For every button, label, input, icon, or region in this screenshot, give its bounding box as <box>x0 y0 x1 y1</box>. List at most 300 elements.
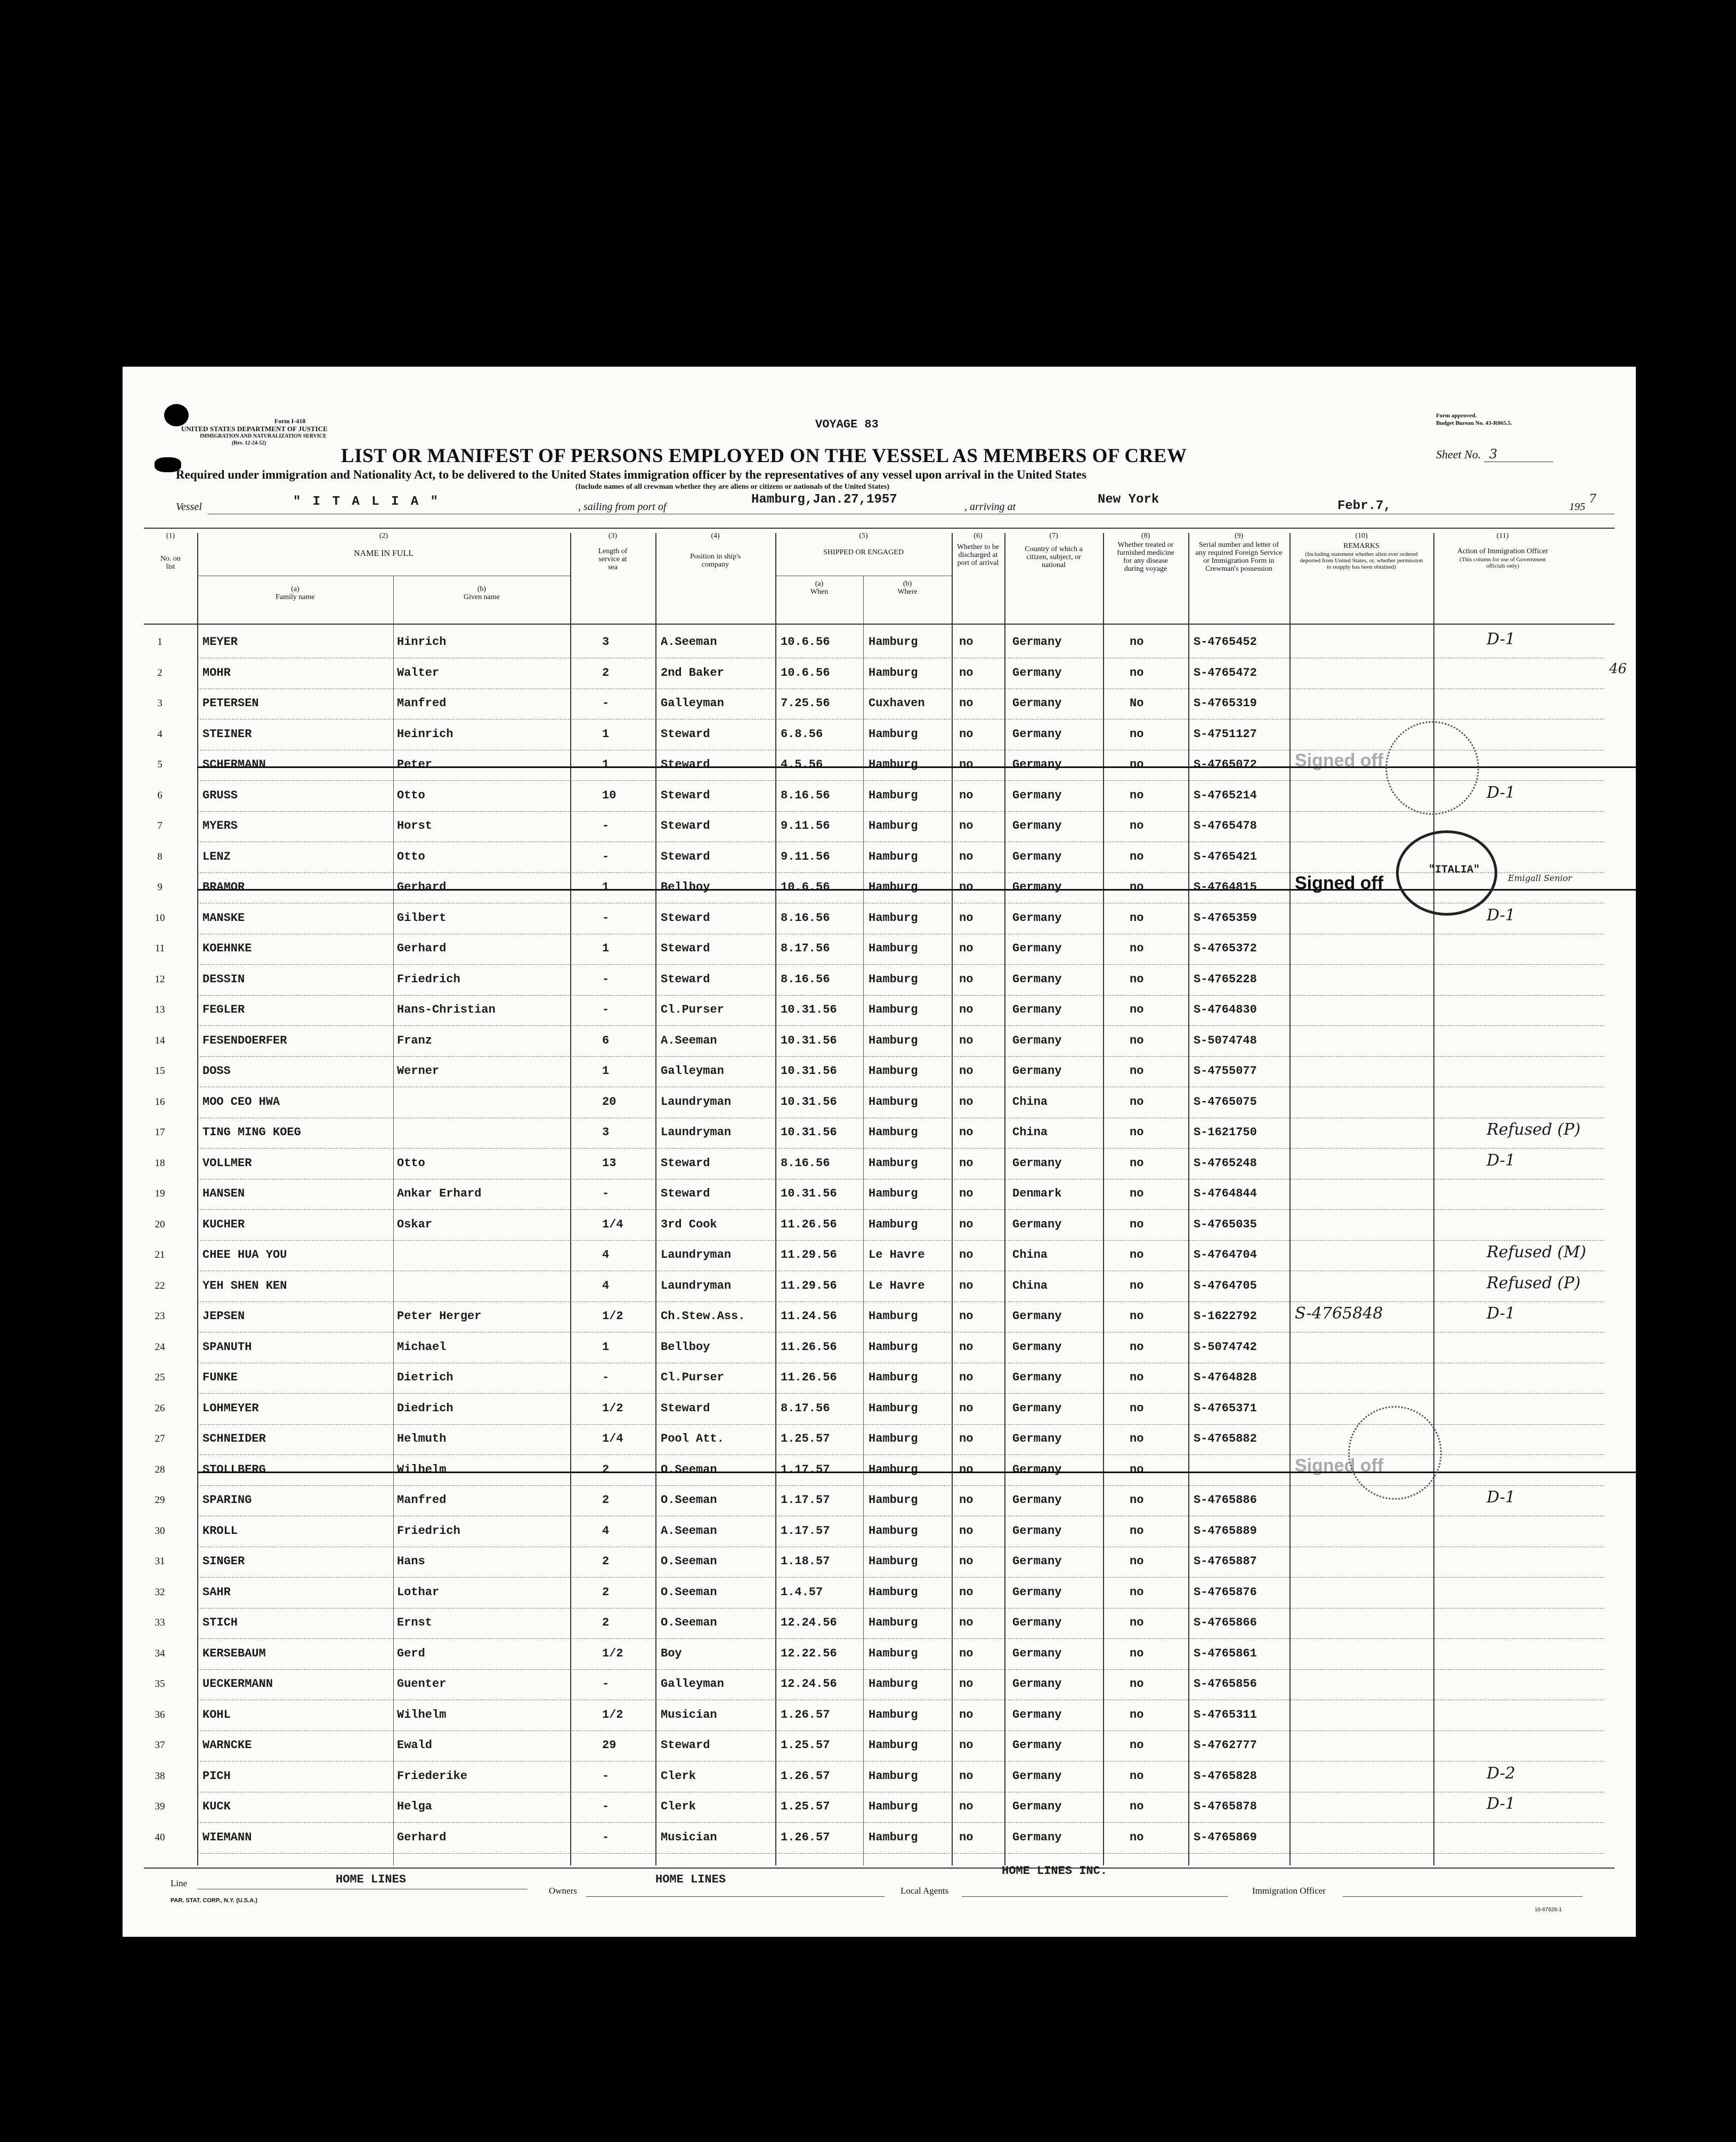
country-cell: Germany <box>1012 727 1062 741</box>
position-cell: Steward <box>661 850 710 863</box>
serial-number-cell: S-4765319 <box>1194 697 1257 710</box>
col3-label: Length of service at sea <box>598 547 628 571</box>
serial-number-cell: S-4764705 <box>1194 1279 1257 1292</box>
margin-note: 46 <box>1609 661 1627 677</box>
discharge-cell: no <box>959 911 974 925</box>
shipped-when-cell: 1.17.57 <box>781 1493 830 1507</box>
row-number-cell: 27 <box>155 1433 165 1444</box>
row-number-cell: 39 <box>155 1801 165 1812</box>
family-name-cell: CHEE HUA YOU <box>202 1248 287 1262</box>
col5-number: (5) <box>859 532 868 540</box>
position-cell: Galleyman <box>661 697 724 710</box>
medicine-cell: no <box>1130 1646 1144 1660</box>
discharge-cell: no <box>959 1217 974 1231</box>
given-name-cell: Werner <box>397 1064 440 1078</box>
service-length-cell: 2 <box>602 1616 610 1629</box>
serial-number-cell: S-4751127 <box>1194 727 1257 741</box>
shipped-when-cell: 8.16.56 <box>781 972 830 986</box>
ink-blot <box>164 404 189 426</box>
medicine-cell: no <box>1130 1616 1144 1629</box>
col11-number: (11) <box>1496 532 1509 540</box>
family-name-cell: KUCK <box>202 1800 231 1813</box>
discharge-cell: no <box>959 697 974 710</box>
shipped-when-cell: 10.6.56 <box>781 666 830 680</box>
country-cell: Germany <box>1012 1064 1062 1078</box>
sailing-label: , sailing from port of <box>578 501 667 513</box>
officer-action-cell: D-1 <box>1487 1151 1515 1170</box>
shipped-where-cell: Hamburg <box>869 1033 918 1047</box>
medicine-cell: no <box>1130 1401 1144 1415</box>
footer-officer-label: Immigration Officer <box>1252 1886 1326 1896</box>
col5a-header <box>775 580 863 596</box>
shipped-where-cell: Hamburg <box>869 1739 918 1752</box>
col2a-header <box>197 585 393 601</box>
shipped-where-cell: Hamburg <box>869 1095 918 1109</box>
medicine-cell: no <box>1130 1310 1144 1323</box>
position-cell: Musician <box>661 1708 717 1721</box>
service-length-cell: 10 <box>602 788 616 802</box>
table-row <box>123 934 1636 965</box>
col4-label: Position in ship's company <box>689 553 741 569</box>
shipped-when-cell: 10.6.56 <box>781 880 830 894</box>
shipped-when-cell: 10.31.56 <box>781 1033 837 1047</box>
service-length-cell: 3 <box>602 1126 610 1139</box>
medicine-cell: no <box>1130 850 1144 863</box>
country-cell: Germany <box>1012 788 1062 802</box>
requirement-statement: Required under immigration and Nationality Act, to be delivered to the United States immigration officer by the representatives of any vessel upon arrival in the United States <box>176 468 1086 481</box>
col1-number: (1) <box>166 532 175 540</box>
shipped-when-cell: 1.18.57 <box>781 1555 830 1568</box>
service-length-cell: 13 <box>602 1156 616 1170</box>
officer-action-cell: D-1 <box>1487 1304 1515 1323</box>
header-bottom <box>144 624 1615 625</box>
service-length-cell: 29 <box>602 1739 616 1752</box>
discharge-cell: no <box>959 758 974 771</box>
medicine-cell: no <box>1130 727 1144 741</box>
family-name-cell: SCHNEIDER <box>202 1432 266 1445</box>
shipped-when-cell: 10.6.56 <box>781 635 830 649</box>
service-length-cell: - <box>602 1800 610 1813</box>
family-name-cell: KOHL <box>202 1708 231 1721</box>
medicine-cell: no <box>1130 911 1144 925</box>
shipped-where-cell: Hamburg <box>869 666 918 680</box>
family-name-cell: STEINER <box>202 727 252 741</box>
service-length-cell: 2 <box>602 1462 610 1476</box>
voyage-number: VOYAGE 83 <box>815 418 879 431</box>
medicine-cell: no <box>1130 972 1144 986</box>
family-name-cell: FESENDOERFER <box>202 1033 287 1047</box>
arrival-port: New York <box>1098 492 1159 507</box>
medicine-cell: no <box>1130 1524 1144 1538</box>
service-length-cell: 1 <box>602 1064 610 1078</box>
table-row <box>123 904 1636 935</box>
given-name-cell: Otto <box>397 1156 425 1170</box>
footer-line-label: Line <box>171 1878 188 1888</box>
row-number-cell: 40 <box>155 1831 165 1843</box>
position-cell: Pool Att. <box>661 1432 724 1445</box>
table-row <box>123 1333 1636 1364</box>
shipped-where-cell: Hamburg <box>869 1432 918 1445</box>
given-name-cell: Peter <box>397 758 433 771</box>
shipped-when-cell: 8.16.56 <box>781 911 830 925</box>
col10-label: REMARKS <box>1343 542 1380 550</box>
serial-number-cell: S-4765878 <box>1194 1800 1257 1813</box>
serial-number-cell: S-4765866 <box>1194 1616 1257 1629</box>
country-cell: Germany <box>1012 666 1062 680</box>
serial-number-cell: S-5074748 <box>1194 1033 1257 1047</box>
revision-date: (Rev. 12-24-52) <box>232 440 266 446</box>
form-number: Form I-418 <box>274 417 306 425</box>
country-cell: Germany <box>1012 1493 1062 1507</box>
family-name-cell: TING MING KOEG <box>202 1126 301 1139</box>
medicine-cell: no <box>1130 635 1144 649</box>
family-name-cell: STICH <box>202 1616 238 1629</box>
position-cell: Galleyman <box>661 1677 724 1691</box>
col6-header <box>952 532 1004 567</box>
family-name-cell: SAHR <box>202 1585 231 1599</box>
table-row <box>123 1670 1636 1701</box>
shipped-where-cell: Hamburg <box>869 1585 918 1599</box>
row-number-cell: 3 <box>157 698 163 709</box>
row-number-cell: 14 <box>155 1034 165 1046</box>
family-name-cell: VOLLMER <box>202 1156 252 1170</box>
service-length-cell: 4 <box>602 1279 610 1292</box>
row-number-cell: 12 <box>155 973 165 985</box>
discharge-cell: no <box>959 1187 974 1200</box>
serial-number-cell: S-4765372 <box>1194 942 1257 955</box>
country-cell: Germany <box>1012 1401 1062 1415</box>
medicine-cell: no <box>1130 1033 1144 1047</box>
family-name-cell: WIEMANN <box>202 1830 252 1844</box>
serial-number-cell: S-4765828 <box>1194 1769 1257 1783</box>
col2-label: NAME IN FULL <box>354 549 413 558</box>
row-number-cell: 23 <box>155 1311 165 1322</box>
country-cell: Germany <box>1012 911 1062 925</box>
family-name-cell: KROLL <box>202 1524 238 1538</box>
row-number-cell: 15 <box>155 1065 165 1077</box>
col2-number: (2) <box>379 532 388 540</box>
shipped-when-cell: 10.31.56 <box>781 1126 837 1139</box>
medicine-cell: no <box>1130 819 1144 832</box>
col5a-letter: (a) <box>815 580 824 588</box>
col4-header <box>655 532 775 569</box>
shipped-where-cell: Hamburg <box>869 1677 918 1691</box>
discharge-cell: no <box>959 635 974 649</box>
row-number-cell: 18 <box>155 1157 165 1169</box>
stamp-text: "ITALIA" <box>1429 864 1480 876</box>
shipped-where-cell: Hamburg <box>869 727 918 741</box>
position-cell: A.Seeman <box>661 635 717 649</box>
medicine-cell: no <box>1130 1830 1144 1844</box>
position-cell: Steward <box>661 911 710 925</box>
position-cell: Laundryman <box>661 1126 732 1139</box>
country-cell: Germany <box>1012 758 1062 771</box>
serial-number-cell: S-4765861 <box>1194 1646 1257 1660</box>
serial-number-cell: S-4765359 <box>1194 911 1257 925</box>
country-cell: Germany <box>1012 635 1062 649</box>
col9-header <box>1188 532 1289 573</box>
budget-bureau: Budget Bureau No. 43-R065.5. <box>1436 420 1512 426</box>
service-length-cell: - <box>602 850 610 863</box>
medicine-cell: no <box>1130 1708 1144 1721</box>
family-name-cell: SINGER <box>202 1555 245 1568</box>
shipped-where-cell: Hamburg <box>869 1310 918 1323</box>
discharge-cell: no <box>959 1800 974 1813</box>
position-cell: Steward <box>661 788 710 802</box>
position-cell: 2nd Baker <box>661 666 724 680</box>
col2a-label: Family name <box>275 593 315 601</box>
col8-number: (8) <box>1141 532 1150 540</box>
row-number-cell: 9 <box>157 882 163 893</box>
country-cell: Germany <box>1012 1310 1062 1323</box>
position-cell: Steward <box>661 727 710 741</box>
shipped-when-cell: 10.31.56 <box>781 1095 837 1109</box>
col9-number: (9) <box>1234 532 1244 540</box>
serial-number-cell: S-5074742 <box>1194 1340 1257 1354</box>
serial-number-cell: S-4765882 <box>1194 1432 1257 1445</box>
row-number-cell: 1 <box>157 636 163 648</box>
medicine-cell: no <box>1130 1095 1144 1109</box>
table-row <box>123 965 1636 996</box>
medicine-cell: no <box>1130 1800 1144 1813</box>
family-name-cell: BRAMOR <box>202 880 245 894</box>
sheet-number: 3 <box>1484 447 1553 462</box>
family-name-cell: DOSS <box>202 1064 231 1078</box>
country-cell: Germany <box>1012 1616 1062 1629</box>
form-approved: Form approved. <box>1436 413 1477 419</box>
medicine-cell: no <box>1130 1769 1144 1783</box>
discharge-cell: no <box>959 1064 974 1078</box>
immigration-seal-stamp <box>1348 1406 1442 1500</box>
shipped-where-cell: Hamburg <box>869 1401 918 1415</box>
document-title: LIST OR MANIFEST OF PERSONS EMPLOYED ON THE VESSEL AS MEMBERS OF CREW <box>341 445 1187 467</box>
footer-owners-label: Owners <box>549 1886 577 1896</box>
country-cell: Germany <box>1012 1524 1062 1538</box>
italia-ship-stamp <box>1396 830 1497 916</box>
service-length-cell: - <box>602 697 610 710</box>
shipped-where-cell: Hamburg <box>869 1493 918 1507</box>
col10-note: (Including statement whether alien ever ordered deported from United States, or, whether permission to reapply has been obtained) <box>1300 551 1423 570</box>
given-name-cell: Oskar <box>397 1217 433 1231</box>
family-name-cell: MEYER <box>202 635 238 649</box>
discharge-cell: no <box>959 1677 974 1691</box>
discharge-cell: no <box>959 1555 974 1568</box>
discharge-cell: no <box>959 1708 974 1721</box>
shipped-where-cell: Hamburg <box>869 1646 918 1660</box>
shipped-where-cell: Cuxhaven <box>869 697 925 710</box>
serial-number-cell: S-4765072 <box>1194 758 1257 771</box>
family-name-cell: DESSIN <box>202 972 245 986</box>
serial-number-cell: S-4765478 <box>1194 819 1257 832</box>
discharge-cell: no <box>959 1340 974 1354</box>
service-length-cell: - <box>602 1769 610 1783</box>
manifest-document <box>123 367 1636 1937</box>
service-length-cell: 1/4 <box>602 1217 623 1231</box>
discharge-cell: no <box>959 942 974 955</box>
country-cell: Germany <box>1012 850 1062 863</box>
officer-action-cell: Refused (M) <box>1487 1243 1586 1262</box>
col11-label: Action of Immigration Officer <box>1457 547 1548 555</box>
row-number-cell: 28 <box>155 1464 165 1475</box>
discharge-cell: no <box>959 788 974 802</box>
row-number-cell: 33 <box>155 1617 165 1628</box>
service-length-cell: 1 <box>602 727 610 741</box>
shipped-when-cell: 8.16.56 <box>781 1156 830 1170</box>
family-name-cell: MYERS <box>202 819 238 832</box>
given-name-cell: Walter <box>397 666 440 680</box>
row-number-cell: 19 <box>155 1188 165 1199</box>
country-cell: Germany <box>1012 1432 1062 1445</box>
family-name-cell: MANSKE <box>202 911 245 925</box>
remarks-cell: S-4765848 <box>1295 1304 1383 1323</box>
row-number-cell: 26 <box>155 1402 165 1414</box>
family-name-cell: MOHR <box>202 666 231 680</box>
serial-number-cell: S-1621750 <box>1194 1126 1257 1139</box>
discharge-cell: no <box>959 850 974 863</box>
medicine-cell: no <box>1130 1187 1144 1200</box>
shipped-where-cell: Hamburg <box>869 1156 918 1170</box>
discharge-cell: no <box>959 1769 974 1783</box>
vessel-name: " I T A L I A " <box>293 495 441 509</box>
discharge-cell: no <box>959 1432 974 1445</box>
shipped-where-cell: Hamburg <box>869 942 918 955</box>
col3-number: (3) <box>608 532 618 540</box>
officer-action-cell: D-1 <box>1487 783 1515 802</box>
service-length-cell: 1/2 <box>602 1708 623 1721</box>
position-cell: Laundryman <box>661 1279 732 1292</box>
position-cell: Cl.Purser <box>661 1371 724 1384</box>
discharge-cell: no <box>959 880 974 894</box>
country-cell: Germany <box>1012 942 1062 955</box>
table-row <box>123 1302 1636 1333</box>
col2b-letter: (b) <box>477 585 486 593</box>
table-row <box>123 1026 1636 1057</box>
table-row <box>123 1639 1636 1670</box>
family-name-cell: FEGLER <box>202 1003 245 1016</box>
service-length-cell: 2 <box>602 666 610 680</box>
discharge-cell: no <box>959 1095 974 1109</box>
col5-label: SHIPPED OR ENGAGED <box>823 548 904 556</box>
family-name-cell: PICH <box>202 1769 231 1783</box>
shipped-when-cell: 9.11.56 <box>781 850 830 863</box>
discharge-cell: no <box>959 1126 974 1139</box>
row-separator <box>197 1853 1604 1854</box>
service-length-cell: 1 <box>602 880 610 894</box>
service-length-cell: - <box>602 972 610 986</box>
position-cell: O.Seeman <box>661 1585 717 1599</box>
medicine-cell: no <box>1130 788 1144 802</box>
position-cell: O.Seeman <box>661 1555 717 1568</box>
service-length-cell: 1/4 <box>602 1432 623 1445</box>
given-name-cell: Friedrich <box>397 1524 460 1538</box>
row-number-cell: 21 <box>155 1249 165 1260</box>
col9-label: Serial number and letter of any required Foreign Service or Immigration Form in Crewman's possession <box>1195 541 1283 573</box>
given-name-cell: Ernst <box>397 1616 433 1629</box>
col11-header <box>1433 532 1572 569</box>
discharge-cell: no <box>959 1003 974 1016</box>
country-cell: Germany <box>1012 1769 1062 1783</box>
given-name-cell: Gerhard <box>397 942 447 955</box>
medicine-cell: no <box>1130 1156 1144 1170</box>
position-cell: Laundryman <box>661 1095 732 1109</box>
discharge-cell: no <box>959 1033 974 1047</box>
medicine-cell: no <box>1130 1064 1144 1078</box>
sailing-port: Hamburg,Jan.27,1957 <box>751 492 897 507</box>
row-number-cell: 38 <box>155 1770 165 1782</box>
country-cell: Germany <box>1012 880 1062 894</box>
shipped-where-cell: Hamburg <box>869 1371 918 1384</box>
serial-number-cell: S-4765887 <box>1194 1555 1257 1568</box>
position-cell: Steward <box>661 819 710 832</box>
medicine-cell: no <box>1130 1677 1144 1691</box>
position-cell: A.Seeman <box>661 1524 717 1538</box>
serial-number-cell: S-4765035 <box>1194 1217 1257 1231</box>
serial-number-cell: S-4765371 <box>1194 1401 1257 1415</box>
vessel-label: Vessel <box>176 501 202 513</box>
serial-number-cell: S-4765472 <box>1194 666 1257 680</box>
service-name: IMMIGRATION AND NATURALIZATION SERVICE <box>200 433 327 439</box>
serial-number-cell: S-4762777 <box>1194 1739 1257 1752</box>
position-cell: Cl.Purser <box>661 1003 724 1016</box>
table-row <box>123 1823 1636 1854</box>
col2b-header <box>393 585 570 601</box>
row-number-cell: 29 <box>155 1494 165 1506</box>
service-length-cell: - <box>602 1187 610 1200</box>
serial-number-cell: S-4765876 <box>1194 1585 1257 1599</box>
medicine-cell: no <box>1130 1555 1144 1568</box>
sheet-label <box>1436 447 1553 462</box>
discharge-cell: no <box>959 1739 974 1752</box>
given-name-cell: Manfred <box>397 1493 447 1507</box>
given-name-cell: Gerhard <box>397 1830 447 1844</box>
service-length-cell: 2 <box>602 1585 610 1599</box>
service-length-cell: 20 <box>602 1095 616 1109</box>
table-row <box>123 1792 1636 1823</box>
serial-number-cell: S-4764828 <box>1194 1371 1257 1384</box>
position-cell: Bellboy <box>661 1340 710 1354</box>
table-row <box>123 812 1636 843</box>
row-number-cell: 16 <box>155 1096 165 1108</box>
shipped-when-cell: 1.17.57 <box>781 1462 830 1476</box>
discharge-cell: no <box>959 819 974 832</box>
row-number-cell: 13 <box>155 1004 165 1015</box>
country-cell: Germany <box>1012 1371 1062 1384</box>
officer-action-cell: Refused (P) <box>1487 1120 1581 1139</box>
medicine-cell: no <box>1130 1279 1144 1292</box>
medicine-cell: no <box>1130 666 1144 680</box>
given-name-cell: Friederike <box>397 1769 468 1783</box>
position-cell: Steward <box>661 942 710 955</box>
discharge-cell: no <box>959 1830 974 1844</box>
discharge-cell: no <box>959 1585 974 1599</box>
row-number-cell: 36 <box>155 1709 165 1720</box>
shipped-where-cell: Hamburg <box>869 1555 918 1568</box>
given-name-cell: Gerhard <box>397 880 447 894</box>
family-name-cell: JEPSEN <box>202 1310 245 1323</box>
medicine-cell: no <box>1130 1585 1144 1599</box>
family-name-cell: PETERSEN <box>202 697 259 710</box>
family-name-cell: HANSEN <box>202 1187 245 1200</box>
row-number-cell: 6 <box>157 789 163 801</box>
country-cell: China <box>1012 1248 1048 1262</box>
position-cell: Bellboy <box>661 880 710 894</box>
row-number-cell: 32 <box>155 1586 165 1598</box>
family-name-cell: LOHMEYER <box>202 1401 259 1415</box>
family-name-cell: SPARING <box>202 1493 252 1507</box>
family-name-cell: KUCHER <box>202 1217 245 1231</box>
table-row <box>123 1241 1636 1272</box>
col6-label: Whether to be discharged at port of arrival <box>956 543 1000 567</box>
